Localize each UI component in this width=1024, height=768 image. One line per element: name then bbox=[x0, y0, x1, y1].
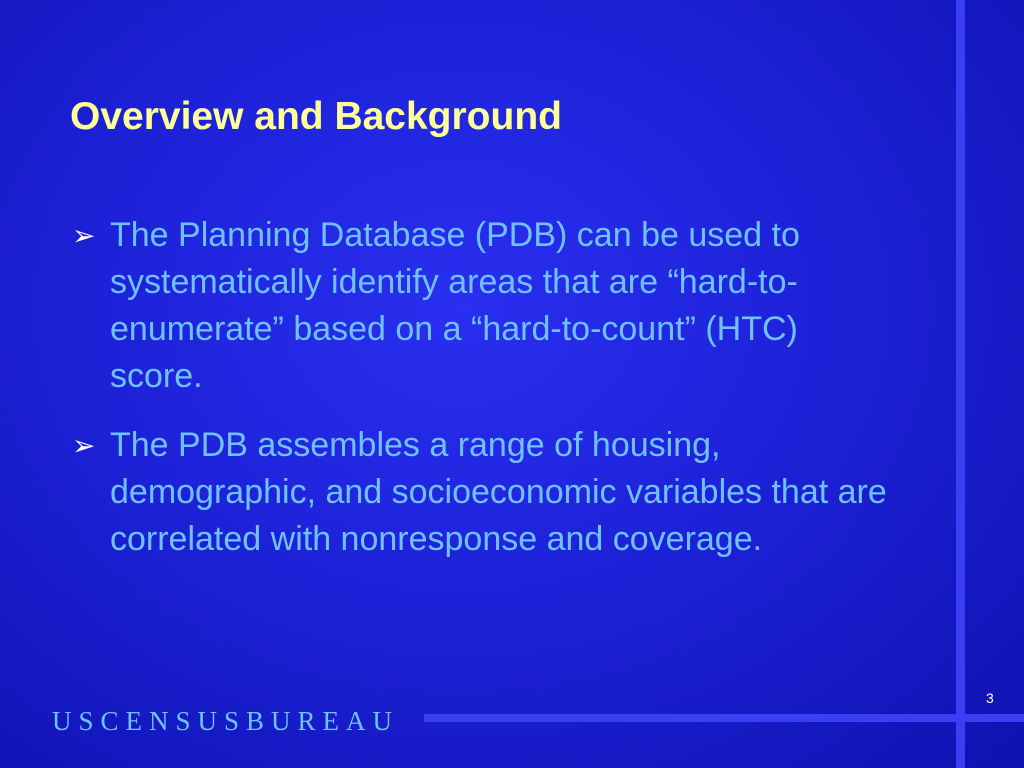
bullet-text: The PDB assembles a range of housing, demographic, and socioeconomic variables that are correlated with nonresponse and coverage. bbox=[110, 426, 887, 558]
bullet-list bbox=[72, 212, 892, 585]
vertical-rule bbox=[956, 0, 965, 768]
arrow-bullet-icon: ➢ bbox=[72, 430, 96, 461]
horizontal-rule bbox=[424, 714, 1024, 722]
bullet-text: The Planning Database (PDB) can be used to systematically identify areas that are “hard-to-enumerate” based on a “hard-to-count” (HTC) score. bbox=[110, 216, 800, 395]
slide-title: Overview and Background bbox=[70, 95, 562, 138]
census-bureau-logo: USCENSUSBUREAU bbox=[52, 706, 400, 736]
bullet-item bbox=[72, 422, 892, 563]
arrow-bullet-icon: ➢ bbox=[72, 220, 96, 251]
page-number: 3 bbox=[986, 690, 994, 706]
bullet-item bbox=[72, 212, 892, 400]
